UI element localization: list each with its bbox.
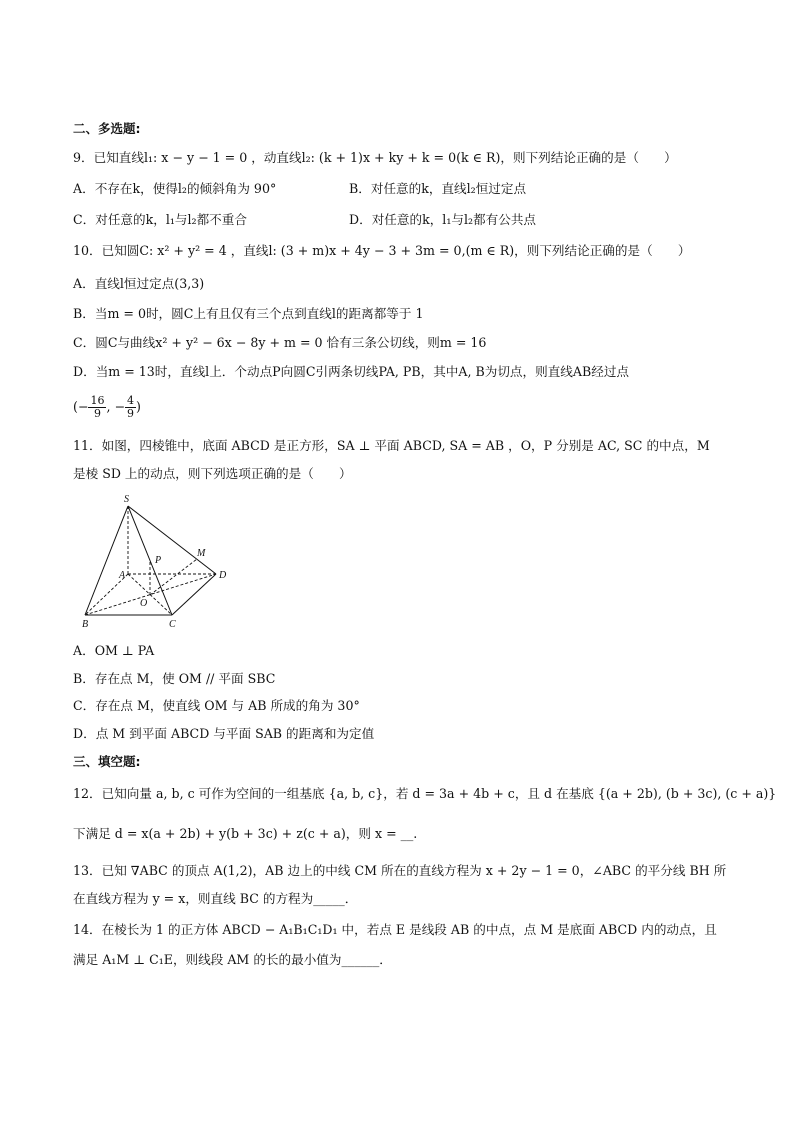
section-heading-multiple-choice: 二、多选题:	[73, 121, 141, 136]
edge-sc	[128, 506, 172, 615]
question-11-option-b: B．存在点 M，使 OM // 平面 SBC	[73, 671, 276, 686]
question-12-line2: 下满足 d = x(a + 2b) + y(b + 3c) + z(c + a)，则 x = __.	[73, 826, 418, 841]
pyramid-figure	[73, 492, 243, 634]
question-11-stem-line2: 是棱 SD 上的动点，则下列选项正确的是（ ）	[73, 466, 352, 481]
section-heading-fill-in: 三、填空题:	[73, 754, 141, 769]
label-b: B	[82, 619, 89, 630]
fraction-denominator: 9	[93, 407, 101, 420]
question-10-option-c: C．圆C与曲线x² + y² − 6x − 8y + m = 0 恰有三条公切线，则m = 16	[73, 335, 487, 350]
fraction-numerator: 16	[90, 394, 105, 407]
question-13-line2: 在直线方程为 y = x，则直线 BC 的方程为_____．	[73, 891, 358, 906]
question-9-option-c: C．对任意的k，l₁与l₂都不重合	[73, 212, 247, 227]
label-a: A	[119, 570, 126, 581]
point-open: (−	[73, 399, 89, 414]
question-11-stem-line1: 11．如图，四棱锥中，底面 ABCD 是正方形，SA ⊥ 平面 ABCD, SA = AB ，O，P 分别是 AC, SC 的中点，M	[73, 438, 710, 453]
point-close: )	[136, 399, 141, 414]
fraction-denominator: 9	[127, 407, 135, 420]
fraction-4-9	[125, 395, 136, 420]
label-c: C	[169, 619, 176, 630]
fraction-16-9	[88, 395, 106, 420]
label-d: D	[219, 570, 227, 581]
question-9-option-a: A．不存在k，使得l₂的倾斜角为 90°	[73, 181, 277, 196]
question-13-line1: 13．已知 ∇ABC 的顶点 A(1,2)，AB 边上的中线 CM 所在的直线方程为 x + 2y − 1 = 0，∠ABC 的平分线 BH 所	[73, 863, 727, 878]
question-10-option-d-point	[73, 393, 141, 421]
question-9-stem: 9．已知直线l₁: x − y − 1 = 0 ，动直线l₂: (k + 1)x + ky + k = 0(k ∈ R)，则下列结论正确的是（ ）	[73, 150, 677, 165]
question-11-option-d: D．点 M 到平面 ABCD 与平面 SAB 的距离和为定值	[73, 726, 375, 741]
label-o: O	[140, 598, 148, 609]
question-11-option-a: A．OM ⊥ PA	[73, 643, 155, 658]
question-10-stem: 10．已知圆C: x² + y² = 4 ，直线l: (3 + m)x + 4y − 3 + 3m = 0,(m ∈ R)，则下列结论正确的是（ ）	[73, 243, 691, 258]
question-10-option-d: D．当m = 13时，直线l上．个动点P向圆C引两条切线PA, PB，其中A, B为切点，则直线AB经过点	[73, 364, 630, 379]
label-p: P	[155, 555, 162, 566]
question-9-option-d: D．对任意的k，l₁与l₂都有公共点	[349, 212, 537, 227]
edge-cd	[172, 574, 216, 615]
question-10-option-b: B．当m = 0时，圆C上有且仅有三个点到直线l的距离都等于 1	[73, 306, 424, 321]
label-m: M	[197, 548, 206, 559]
point-separator: , −	[106, 399, 126, 414]
question-11-option-c: C．存在点 M，使直线 OM 与 AB 所成的角为 30°	[73, 698, 360, 713]
question-9-option-b: B．对任意的k，直线l₂恒过定点	[349, 181, 527, 196]
question-12-line1: 12．已知向量 a, b, c 可作为空间的一组基底 {a, b, c}，若 d = 3a + 4b + c，且 d 在基底 {(a + 2b), (b + 3c), (c + a)}	[73, 786, 777, 801]
question-14-line2: 满足 A₁M ⊥ C₁E，则线段 AM 的长的最小值为______．	[73, 952, 392, 967]
fraction-numerator: 4	[127, 394, 135, 407]
label-s: S	[124, 494, 129, 505]
question-10-option-a: A．直线l恒过定点(3,3)	[73, 276, 205, 291]
edge-sb	[85, 506, 128, 615]
question-14-line1: 14．在棱长为 1 的正方体 ABCD − A₁B₁C₁D₁ 中，若点 E 是线段 AB 的中点，点 M 是底面 ABCD 内的动点，且	[73, 922, 717, 937]
